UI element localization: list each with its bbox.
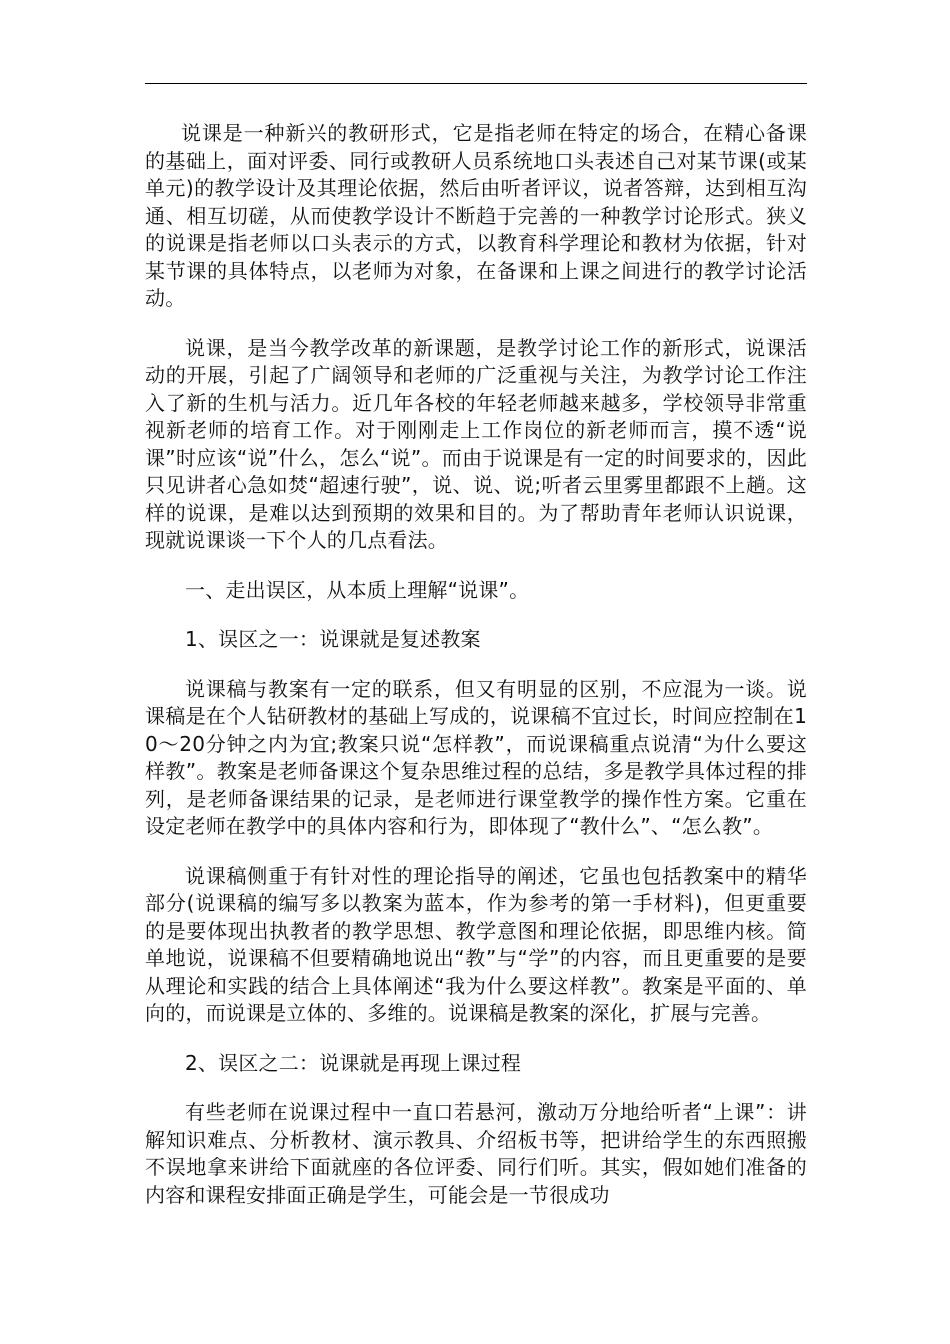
subsection-heading-1: 1、误区之一：说课就是复述教案: [185, 627, 481, 651]
section-heading-1: 一、走出误区，从本质上理解“说课”。: [185, 577, 530, 602]
paragraph-background: 说课，是当今教学改革的新课题，是教学讨论工作的新形式，说课活动的开展，引起了广阔领导和老师的广泛重视与关注，为教学讨论工作注入了新的生机与活力。近几年各校的年轻老师越来越多，学校领导非常重视新老师的培育工作。对于刚刚走上工作岗位的新老师而言，摸不透“说课”时应该“说”什么，怎么“说”。而由于说课是有一定的时间要求的，因此只见讲者心急如焚“超速行驶”，说、说、说;听者云里雾里都跟不上趟。这样的说课，是难以达到预期的效果和目的。为了帮助青年老师认识说课，现就说课谈一下个人的几点看法。: [145, 335, 807, 552]
paragraph-intro: 说课是一种新兴的教研形式，它是指老师在特定的场合，在精心备课的基础上，面对评委、同行或教研人员系统地口头表述自己对某节课(或某单元)的教学设计及其理论依据，然后由听者评议，说者答辩，达到相互沟通、相互切磋，从而使教学设计不断趋于完善的一种教学讨论形式。狭义的说课是指老师以口头表示的方式，以教育科学理论和教材为依据，针对某节课的具体特点，以老师为对象，在备课和上课之间进行的教学讨论活动。: [145, 121, 807, 310]
header-rule: [145, 83, 807, 84]
document-body: [145, 120, 807, 1231]
paragraph-misconception-1a: 说课稿与教案有一定的联系，但又有明显的区别，不应混为一谈。说课稿是在个人钻研教材的基础上写成的，说课稿不宜过长，时间应控制在10～20分钟之内为宜;教案只说“怎样教”，而说课稿重点说清“为什么要这样教”。教案是老师备课这个复杂思维过程的总结，多是教学具体过程的排列，是老师备课结果的记录，是老师进行课堂教学的操作性方案。它重在设定老师在教学中的具体内容和行为，即体现了“教什么”、“怎么教”。: [145, 676, 807, 838]
paragraph-misconception-1b: 说课稿侧重于有针对性的理论指导的阐述，它虽也包括教案中的精华部分(说课稿的编写多以教案为蓝本，作为参考的第一手材料)，但更重要的是要体现出执教者的教学思想、教学意图和理论依据，即思维内核。简单地说，说课稿不但要精确地说出“教”与“学”的内容，而且更重要的是要从理论和实践的结合上具体阐述“我为什么要这样教”。教案是平面的、单向的，而说课是立体的、多维的。说课稿是教案的深化，扩展与完善。: [145, 863, 807, 1025]
paragraph-misconception-2a: 有些老师在说课过程中一直口若悬河，激动万分地给听者“上课”：讲解知识难点、分析教材、演示教具、介绍板书等，把讲给学生的东西照搬不误地拿来讲给下面就座的各位评委、同行们听。其实，假如她们准备的内容和课程安排面正确是学生，可能会是一节很成功: [145, 1100, 807, 1207]
subsection-heading-2: 2、误区之二：说课就是再现上课过程: [185, 1050, 522, 1075]
